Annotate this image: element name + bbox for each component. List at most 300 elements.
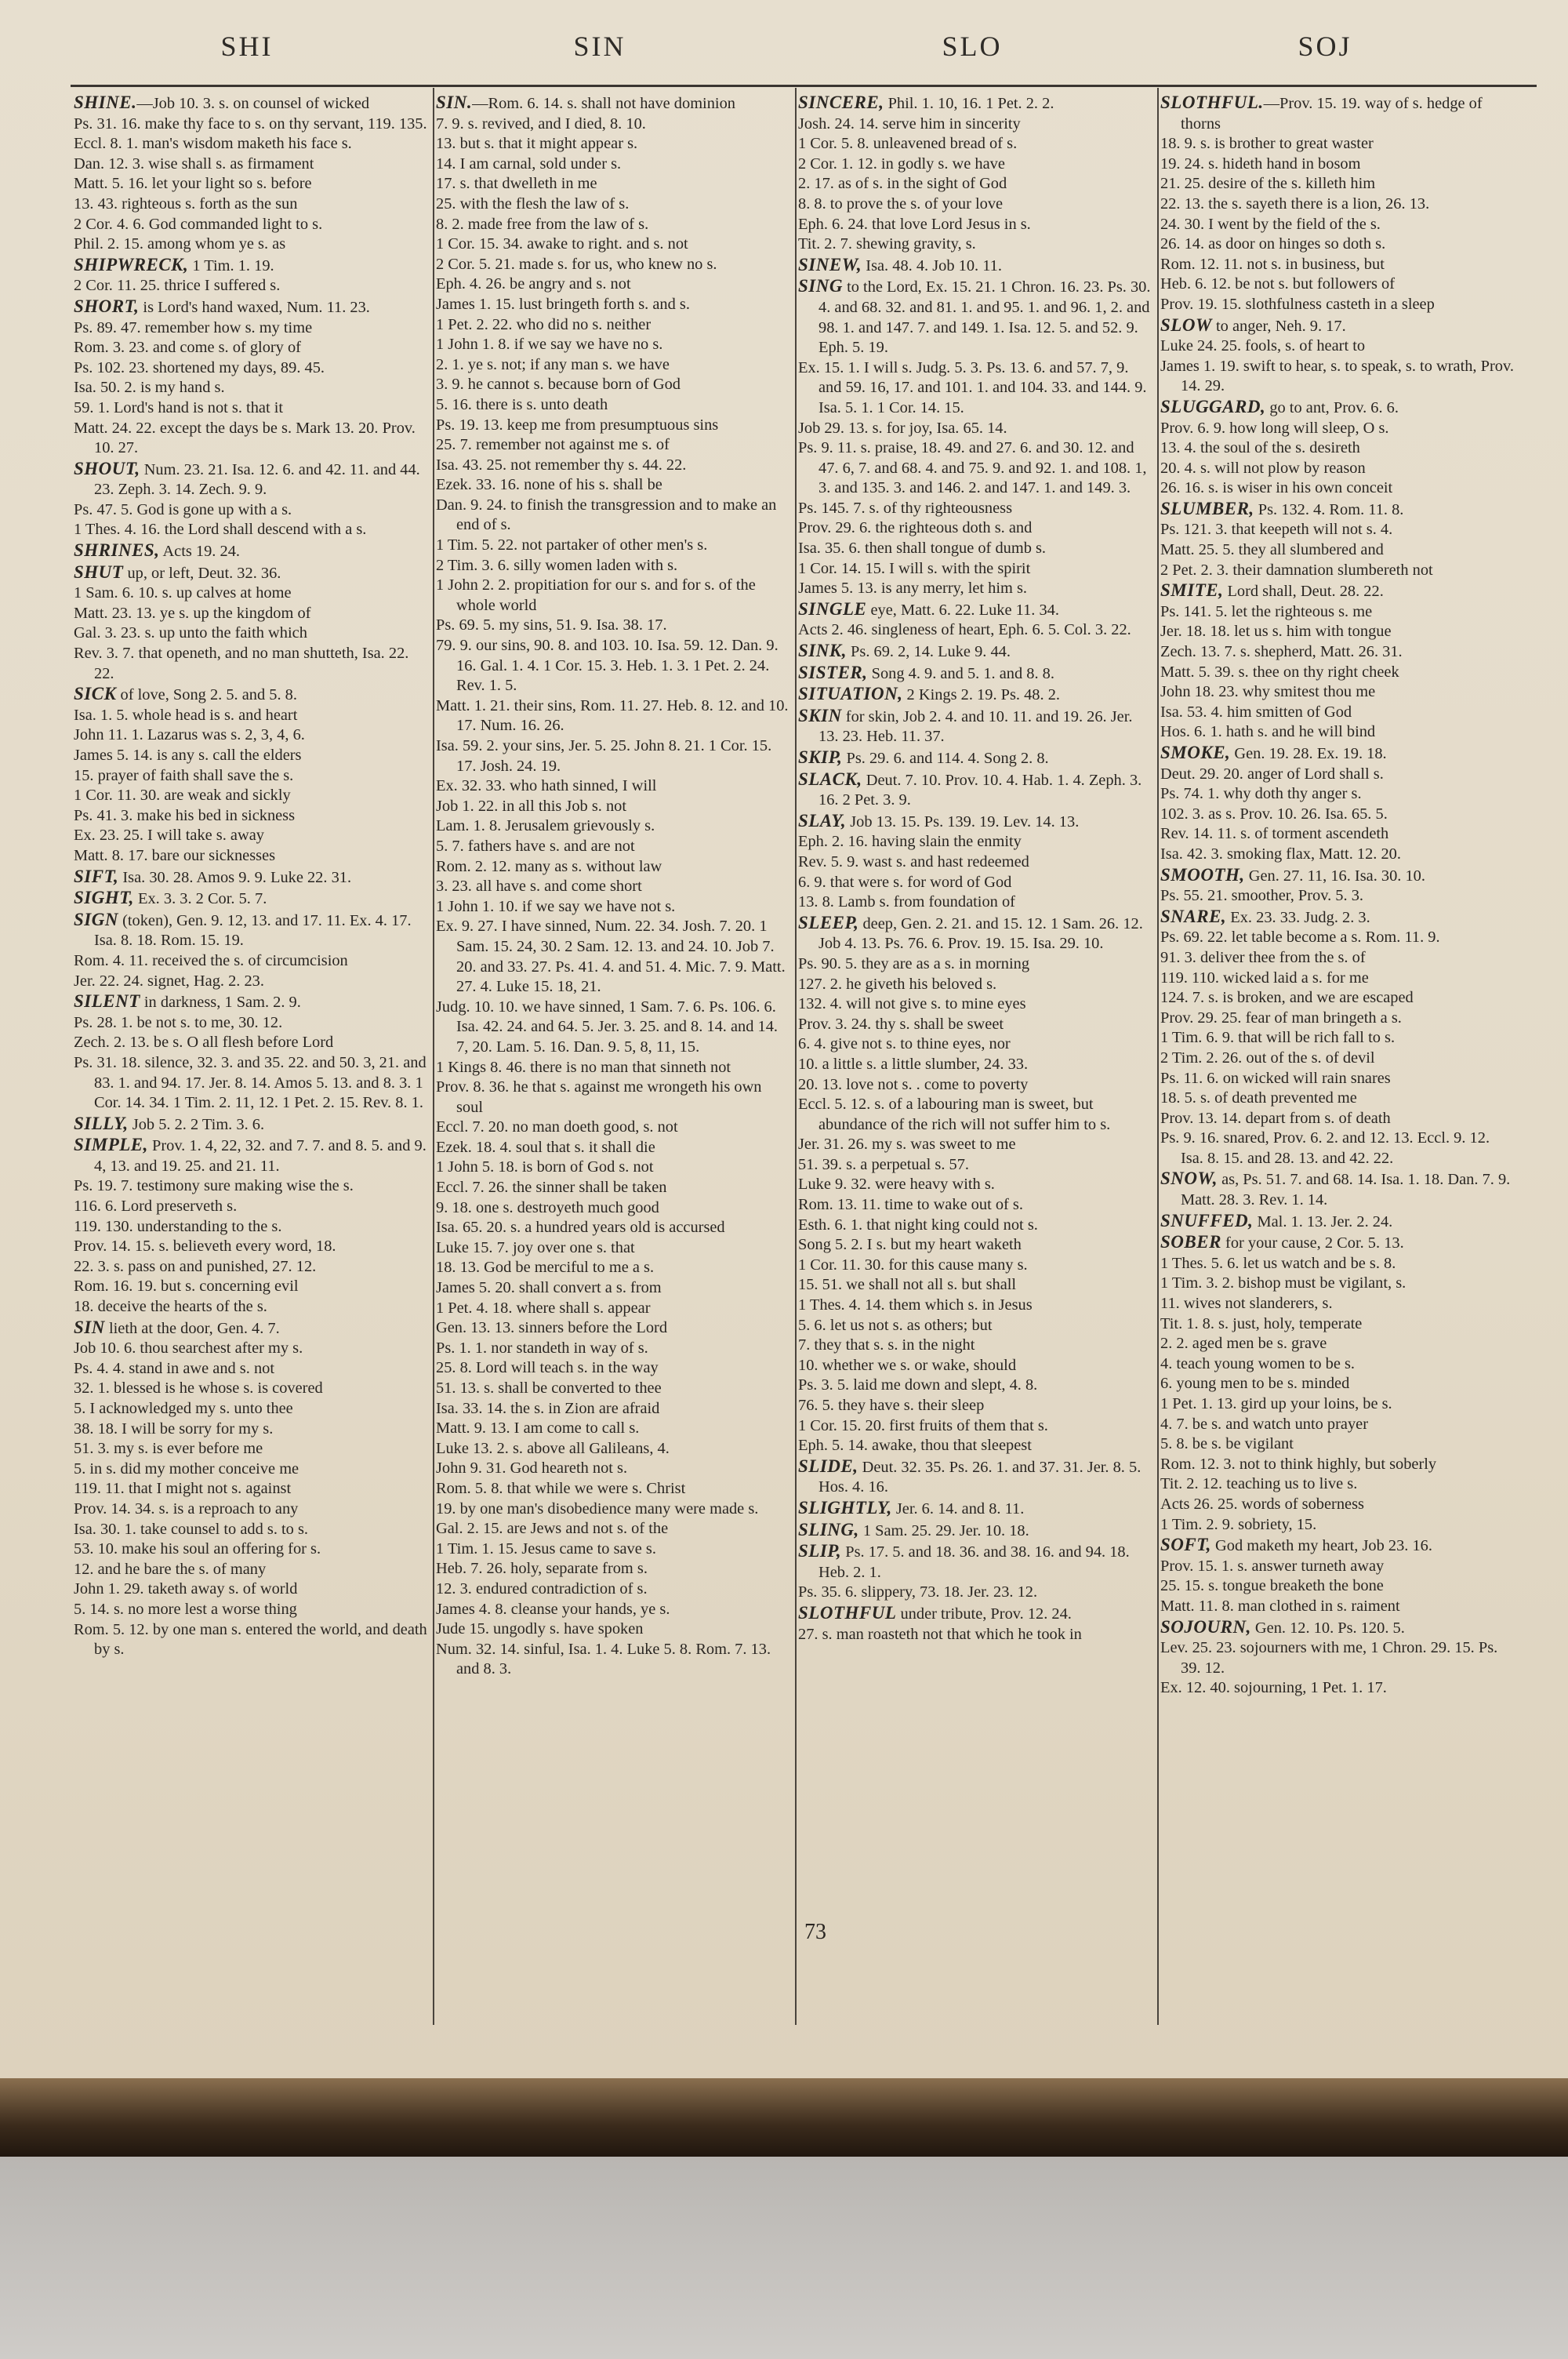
entry-text: up, or left, Deut. 32. 36. <box>123 564 281 582</box>
entry-text: 119. 11. that I might not s. against <box>74 1480 292 1498</box>
concordance-entry <box>74 1135 428 1176</box>
concordance-entry <box>436 776 790 797</box>
concordance-entry <box>1160 234 1515 255</box>
concordance-entry <box>436 816 790 837</box>
entry-text: 25. 8. Lord will teach s. in the way <box>436 1359 659 1377</box>
entry-text: 2 Cor. 4. 6. God commanded light to s. <box>74 215 323 233</box>
concordance-entry <box>798 358 1152 419</box>
concordance-entry <box>436 1218 790 1238</box>
concordance-entry <box>798 641 1152 663</box>
entry-text: Ezek. 18. 4. soul that s. it shall die <box>436 1138 655 1156</box>
entry-text: Rev. 5. 9. wast s. and hast redeemed <box>798 852 1029 871</box>
concordance-entry <box>798 579 1152 599</box>
entry-text: Rom. 4. 11. received the s. of circumcision <box>74 951 348 969</box>
entry-text: Eccl. 8. 1. man's wisdom maketh his face s. <box>74 135 352 153</box>
concordance-entry <box>1160 174 1515 194</box>
entry-text: 5. in s. did my mother conceive me <box>74 1459 299 1478</box>
entry-text: Ex. 12. 40. sojourning, 1 Pet. 1. 17. <box>1160 1679 1387 1697</box>
entry-text: Esth. 6. 1. that night king could not s. <box>798 1216 1038 1234</box>
entry-text: Isa. 1. 5. whole head is s. and heart <box>74 706 298 724</box>
concordance-entry <box>1160 722 1515 743</box>
concordance-entry <box>1160 1129 1515 1169</box>
entry-text: Mal. 1. 13. Jer. 2. 24. <box>1253 1212 1393 1230</box>
entry-text: Prov. 3. 24. thy s. shall be sweet <box>798 1015 1004 1033</box>
concordance-entry <box>1160 1211 1515 1233</box>
concordance-entry <box>798 1296 1152 1316</box>
concordance-entry <box>436 556 790 576</box>
concordance-entry <box>74 746 428 766</box>
concordance-entry <box>436 375 790 395</box>
entry-text: 1 Cor. 5. 8. unleavened bread of s. <box>798 135 1018 153</box>
entry-text: 5. 7. fathers have s. and are not <box>436 837 635 855</box>
concordance-entry <box>1160 1638 1515 1678</box>
concordance-entry <box>74 1419 428 1440</box>
entry-text: Matt. 9. 13. I am come to call s. <box>436 1419 640 1438</box>
entry-text: 1 Cor. 11. 30. for this cause many s. <box>798 1256 1028 1274</box>
concordance-entry <box>1160 1354 1515 1375</box>
concordance-entry <box>798 994 1152 1015</box>
entry-headword: SNARE, <box>1160 906 1227 926</box>
entry-text: James 1. 15. lust bringeth forth s. and s. <box>436 295 690 313</box>
entry-headword: SILENT <box>74 991 140 1012</box>
concordance-entry <box>798 954 1152 975</box>
concordance-entry <box>798 234 1152 255</box>
concordance-entry <box>1160 1597 1515 1617</box>
running-head-2: SIN <box>573 31 626 62</box>
concordance-entry <box>436 1078 790 1118</box>
entry-text: 15. prayer of faith shall save the s. <box>74 766 294 784</box>
entry-text: 102. 3. as s. Prov. 10. 26. Isa. 65. 5. <box>1160 805 1388 823</box>
entry-text: Heb. 6. 12. be not s. but followers of <box>1160 275 1396 293</box>
concordance-entry <box>74 114 428 135</box>
entry-text: Prov. 14. 34. s. is a reproach to any <box>74 1499 299 1518</box>
concordance-entry <box>436 355 790 376</box>
entry-headword: SIGHT, <box>74 888 134 908</box>
entry-text: 1 Sam. 6. 10. s. up calves at home <box>74 584 292 602</box>
entry-text: Prov. 1. 4, 22, 32. and 7. 7. and 8. 5. and 9. 4, 13. and 19. 25. and 21. 11. <box>94 1137 426 1175</box>
concordance-entry <box>74 1499 428 1520</box>
entry-text: Eph. 5. 14. awake, thou that sleepest <box>798 1437 1032 1455</box>
entry-text: 32. 1. blessed is he whose s. is covered <box>74 1379 323 1398</box>
concordance-entry <box>436 435 790 456</box>
concordance-entry <box>74 540 428 562</box>
concordance-entry <box>436 1600 790 1620</box>
concordance-entry <box>74 1439 428 1459</box>
entry-text: 1 Sam. 25. 29. Jer. 10. 18. <box>858 1521 1029 1539</box>
concordance-entry <box>798 1155 1152 1176</box>
concordance-entry <box>436 1198 790 1219</box>
concordance-entry <box>1160 865 1515 887</box>
entry-text: Ps. 41. 3. make his bed in sickness <box>74 806 296 824</box>
concordance-entry <box>798 811 1152 833</box>
column-divider <box>1157 88 1159 2025</box>
concordance-entry <box>1160 438 1515 459</box>
concordance-entry <box>74 1579 428 1600</box>
concordance-entry <box>436 1358 790 1379</box>
concordance-entry <box>74 255 428 277</box>
concordance-entry <box>1160 1069 1515 1089</box>
column-divider <box>795 88 797 2025</box>
concordance-entry <box>436 1459 790 1479</box>
concordance-entry <box>1160 1515 1515 1536</box>
entry-text: Rev. 3. 7. that openeth, and no man shutteth, Isa. 22. 22. <box>74 645 409 682</box>
entry-text: Ps. 9. 16. snared, Prov. 6. 2. and 12. 13. Eccl. 9. 12. Isa. 8. 15. and 28. 13. and 42. 22. <box>1160 1129 1490 1167</box>
entry-text: Job 13. 15. Ps. 139. 19. Lev. 14. 13. <box>846 812 1080 831</box>
concordance-entry <box>74 194 428 215</box>
entry-text: 38. 18. I will be sorry for my s. <box>74 1419 274 1438</box>
concordance-entry <box>798 174 1152 194</box>
entry-text: Jer. 22. 24. signet, Hag. 2. 23. <box>74 972 264 990</box>
concordance-entry <box>798 1034 1152 1055</box>
concordance-entry <box>798 134 1152 154</box>
concordance-entry <box>1160 1028 1515 1049</box>
entry-text: 3. 23. all have s. and come short <box>436 878 642 896</box>
entry-text: 119. 110. wicked laid a s. for me <box>1160 969 1369 987</box>
concordance-entry <box>74 786 428 806</box>
entry-text: Rom. 5. 8. that while we were s. Christ <box>436 1479 686 1497</box>
entry-headword: SMOKE, <box>1160 743 1231 762</box>
entry-text: 53. 10. make his soul an offering for s. <box>74 1540 321 1558</box>
entry-text: 22. 3. s. pass on and punished, 27. 12. <box>74 1257 317 1275</box>
entry-headword: SLUMBER, <box>1160 498 1254 518</box>
entry-headword: SLOTHFUL <box>798 1602 897 1623</box>
concordance-entry <box>74 644 428 684</box>
entry-text: 1 Pet. 4. 18. where shall s. appear <box>436 1299 651 1317</box>
concordance-entry <box>436 315 790 336</box>
concordance-entry <box>1160 93 1515 134</box>
concordance-entry <box>436 1539 790 1560</box>
entry-text: Matt. 8. 17. bare our sicknesses <box>74 846 276 864</box>
concordance-entry <box>436 536 790 556</box>
concordance-entry <box>436 1318 790 1339</box>
concordance-entry <box>1160 397 1515 419</box>
concordance-entry <box>436 255 790 275</box>
entry-headword: SHINE. <box>74 93 137 112</box>
entry-headword: SOBER <box>1160 1232 1221 1252</box>
entry-text: Rom. 13. 11. time to wake out of s. <box>798 1196 1023 1214</box>
concordance-entry <box>1160 824 1515 845</box>
entry-text: 76. 5. they have s. their sleep <box>798 1397 985 1414</box>
entry-headword: SINCERE, <box>798 93 884 112</box>
entry-text: 127. 2. he giveth his beloved s. <box>798 975 997 993</box>
entry-text: Deut. 32. 35. Ps. 26. 1. and 37. 31. Jer. 8. 5. Hos. 4. 16. <box>818 1458 1142 1496</box>
entry-headword: SIGN <box>74 909 118 929</box>
entry-headword: SIMPLE, <box>74 1135 148 1155</box>
concordance-entry <box>74 725 428 746</box>
entry-text: 18. 13. God be merciful to me a s. <box>436 1259 655 1277</box>
entry-text: 24. 30. I went by the field of the s. <box>1160 215 1381 233</box>
concordance-entry <box>74 1197 428 1217</box>
entry-text: Luke 13. 2. s. above all Galileans, 4. <box>436 1439 670 1457</box>
entry-text: Ps. 132. 4. Rom. 11. 8. <box>1254 500 1404 518</box>
entry-text: 116. 6. Lord preserveth s. <box>74 1198 238 1216</box>
entry-text: Matt. 5. 39. s. thee on thy right cheek <box>1160 663 1399 681</box>
concordance-entry <box>436 154 790 175</box>
entry-text: 13. but s. that it might appear s. <box>436 135 638 153</box>
entry-text: 19. by one man's disobedience many were made s. <box>436 1499 759 1518</box>
entry-headword: SLOW <box>1160 314 1212 335</box>
entry-text: Ps. 69. 2, 14. Luke 9. 44. <box>846 643 1011 661</box>
header-rule <box>71 85 1537 87</box>
concordance-entry <box>798 215 1152 235</box>
entry-text: —Prov. 15. 19. way of s. hedge of thorns <box>1181 95 1483 133</box>
concordance-entry <box>798 1055 1152 1075</box>
entry-text: Tit. 1. 8. s. just, holy, temperate <box>1160 1314 1363 1332</box>
concordance-entry <box>798 1275 1152 1296</box>
concordance-entry <box>436 194 790 215</box>
entry-text: Isa. 35. 6. then shall tongue of dumb s. <box>798 540 1047 558</box>
concordance-entry <box>798 559 1152 580</box>
page-number: 73 <box>804 1920 826 1944</box>
entry-text: Rom. 5. 12. by one man s. entered the world, and death by s. <box>74 1620 427 1659</box>
concordance-entry <box>74 1459 428 1480</box>
entry-text: James 1. 19. swift to hear, s. to speak, s. to wrath, Prov. 14. 29. <box>1160 357 1514 395</box>
entry-text: 51. 13. s. shall be converted to thee <box>436 1379 662 1397</box>
concordance-entry <box>1160 928 1515 948</box>
concordance-entry <box>74 766 428 787</box>
entry-text: Isa. 53. 4. him smitten of God <box>1160 703 1352 721</box>
entry-text: Gen. 13. 13. sinners before the Lord <box>436 1319 668 1337</box>
concordance-entry <box>74 1053 428 1114</box>
entry-text: James 5. 13. is any merry, let him s. <box>798 580 1028 598</box>
entry-text: John 18. 23. why smitest thou me <box>1160 683 1376 701</box>
entry-text: Ex. 3. 3. 2 Cor. 5. 7. <box>133 890 267 908</box>
concordance-entry <box>798 539 1152 559</box>
concordance-entry <box>74 1359 428 1379</box>
concordance-entry <box>1160 1109 1515 1129</box>
entry-text: 1 Cor. 14. 15. I will s. with the spirit <box>798 559 1031 577</box>
concordance-entry <box>798 1095 1152 1135</box>
entry-headword: SHIPWRECK, <box>74 254 189 274</box>
entry-text: 124. 7. s. is broken, and we are escaped <box>1160 989 1414 1007</box>
concordance-entry <box>74 1257 428 1278</box>
concordance-entry <box>436 1178 790 1198</box>
concordance-entry <box>436 998 790 1058</box>
entry-text: Ex. 32. 33. who hath sinned, I will <box>436 777 657 795</box>
entry-text: 2 Tim. 2. 26. out of the s. of devil <box>1160 1049 1375 1067</box>
entry-text: 27. s. man roasteth not that which he took in <box>798 1625 1082 1643</box>
entry-headword: SLIGHTLY, <box>798 1497 892 1518</box>
concordance-entry <box>798 873 1152 893</box>
entry-text: 25. 7. remember not against me s. of <box>436 436 670 454</box>
entry-headword: SNOW, <box>1160 1169 1218 1189</box>
entry-text: Matt. 11. 8. man clothed in s. raiment <box>1160 1597 1400 1615</box>
entry-text: Matt. 25. 5. they all slumbered and <box>1160 541 1384 559</box>
concordance-entry <box>798 1376 1152 1396</box>
concordance-entry <box>798 975 1152 995</box>
concordance-entry <box>74 1237 428 1257</box>
concordance-entry <box>74 1520 428 1540</box>
entry-text: 2 Pet. 2. 3. their damnation slumbereth not <box>1160 561 1433 579</box>
concordance-entry <box>74 154 428 175</box>
concordance-entry <box>74 338 428 358</box>
entry-text: 1 Pet. 2. 22. who did no s. neither <box>436 315 652 333</box>
concordance-entry <box>74 234 428 255</box>
entry-text: 5. 14. s. no more lest a worse thing <box>74 1600 297 1618</box>
entry-text: Luke 9. 32. were heavy with s. <box>798 1176 995 1194</box>
concordance-entry <box>798 93 1152 114</box>
concordance-entry <box>74 134 428 154</box>
running-head-3: SLO <box>942 31 1003 62</box>
concordance-entry <box>74 806 428 827</box>
entry-text: Ex. 15. 1. I will s. Judg. 5. 3. Ps. 13. 6. and 57. 7, 9. and 59. 16, 17. and 101. 1. and 104. 33. and 144. 9. Isa. 5. 1. 1 Cor. 14. 15. <box>798 358 1147 416</box>
concordance-entry <box>436 1118 790 1138</box>
entry-text: Ps. 102. 23. shortened my days, 89. 45. <box>74 358 325 376</box>
entry-text: 6. 9. that were s. for word of God <box>798 873 1012 891</box>
entry-text: 17. s. that dwelleth in me <box>436 175 597 193</box>
entry-text: 6. 4. give not s. to thine eyes, nor <box>798 1035 1011 1053</box>
entry-headword: SINK, <box>798 641 847 661</box>
entry-text: 1 Tim. 6. 9. that will be rich fall to s. <box>1160 1029 1396 1047</box>
concordance-entry <box>798 1583 1152 1603</box>
entry-text: Ps. 17. 5. and 18. 36. and 38. 16. and 94. 18. Heb. 2. 1. <box>818 1543 1130 1581</box>
concordance-entry <box>1160 1535 1515 1557</box>
entry-text: go to ant, Prov. 6. 6. <box>1265 398 1399 416</box>
entry-text: Num. 23. 21. Isa. 12. 6. and 42. 11. and 44. 23. Zeph. 3. 14. Zech. 9. 9. <box>94 460 420 499</box>
concordance-entry <box>436 1278 790 1299</box>
entry-text: Ps. 89. 47. remember how s. my time <box>74 318 313 336</box>
concordance-entry <box>798 913 1152 954</box>
entry-text: 18. deceive the hearts of the s. <box>74 1298 267 1316</box>
concordance-entry <box>74 1318 428 1339</box>
entry-text: Ps. 55. 21. smoother, Prov. 5. 3. <box>1160 887 1363 905</box>
entry-headword: SING <box>798 276 843 296</box>
concordance-entry <box>798 1541 1152 1583</box>
concordance-entry <box>798 747 1152 769</box>
entry-headword: SLACK, <box>798 769 862 789</box>
concordance-entry <box>74 846 428 867</box>
concordance-entry <box>1160 459 1515 479</box>
entry-text: Prov. 13. 14. depart from s. of death <box>1160 1109 1391 1127</box>
concordance-entry <box>74 1114 428 1136</box>
entry-text: Ps. 4. 4. stand in awe and s. not <box>74 1359 274 1377</box>
entry-text: 2. 1. ye s. not; if any man s. we have <box>436 355 670 373</box>
entry-text: Tit. 2. 7. shewing gravity, s. <box>798 235 976 253</box>
concordance-entry <box>1160 1334 1515 1354</box>
concordance-entry <box>436 1299 790 1319</box>
entry-text: 1 Thes. 5. 6. let us watch and be s. 8. <box>1160 1254 1396 1272</box>
entry-text: 25. with the flesh the law of s. <box>436 194 630 213</box>
concordance-entry <box>74 215 428 235</box>
entry-headword: SILLY, <box>74 1113 129 1133</box>
entry-text: 1 Thes. 4. 14. them which s. in Jesus <box>798 1296 1033 1314</box>
entry-text: John 1. 29. taketh away s. of world <box>74 1580 298 1598</box>
concordance-entry <box>798 1316 1152 1336</box>
entry-text: Rom. 12. 11. not s. in business, but <box>1160 255 1385 273</box>
entry-text: Rom. 12. 3. not to think highly, but soberly <box>1160 1455 1437 1473</box>
concordance-entry <box>1160 215 1515 235</box>
entry-headword: SMITE, <box>1160 580 1224 601</box>
entry-text: Jer. 6. 14. and 8. 11. <box>891 1499 1025 1518</box>
concordance-entry <box>798 1175 1152 1195</box>
table-surface <box>0 2157 1568 2359</box>
concordance-entry <box>436 1339 790 1359</box>
entry-text: for your cause, 2 Cor. 5. 13. <box>1221 1234 1404 1252</box>
entry-text: 20. 4. s. will not plow by reason <box>1160 459 1366 477</box>
concordance-entry <box>74 623 428 644</box>
entry-text: Isa. 30. 28. Amos 9. 9. Luke 22. 31. <box>118 868 352 886</box>
entry-headword: SIFT, <box>74 866 119 886</box>
concordance-entry <box>1160 520 1515 540</box>
concordance-entry <box>436 1258 790 1278</box>
concordance-entry <box>1160 602 1515 623</box>
entry-text: Eph. 2. 16. having slain the enmity <box>798 833 1022 851</box>
entry-text: Ps. 19. 13. keep me from presumptuous sins <box>436 416 719 434</box>
entry-text: James 5. 20. shall convert a s. from <box>436 1279 662 1297</box>
entry-text: John 9. 31. God heareth not s. <box>436 1459 628 1478</box>
concordance-entry <box>1160 1314 1515 1335</box>
concordance-entry <box>436 496 790 536</box>
concordance-entry <box>1160 1169 1515 1210</box>
concordance-entry <box>798 194 1152 215</box>
entry-text: Isa. 43. 25. not remember thy s. 44. 22. <box>436 456 687 474</box>
entry-text: Prov. 19. 15. slothfulness casteth in a sleep <box>1160 295 1435 313</box>
entry-text: Zech. 2. 13. be s. O all flesh before Lord <box>74 1034 334 1052</box>
entry-text: 4. teach young women to be s. <box>1160 1354 1356 1372</box>
entry-text: 10. a little s. a little slumber, 24. 33. <box>798 1055 1029 1073</box>
entry-headword: SKIP, <box>798 747 843 767</box>
entry-text: 5. 16. there is s. unto death <box>436 395 608 413</box>
concordance-entry <box>798 706 1152 747</box>
entry-headword: SINGLE <box>798 598 867 619</box>
concordance-entry <box>74 174 428 194</box>
concordance-entry <box>74 1277 428 1297</box>
concordance-entry <box>1160 682 1515 703</box>
concordance-entry <box>436 1419 790 1439</box>
entry-text: 10. whether we s. or wake, should <box>798 1356 1017 1374</box>
concordance-entry <box>74 826 428 846</box>
concordance-entry <box>74 93 428 114</box>
entry-text: Num. 32. 14. sinful, Isa. 1. 4. Luke 5. 8. Rom. 7. 13. and 8. 3. <box>436 1640 771 1678</box>
concordance-entry <box>1160 274 1515 295</box>
entry-text: Ps. 69. 5. my sins, 51. 9. Isa. 38. 17. <box>436 616 667 634</box>
entry-text: Prov. 29. 25. fear of man bringeth a s. <box>1160 1009 1402 1027</box>
concordance-entry <box>436 456 790 476</box>
concordance-entry <box>436 1399 790 1419</box>
entry-text: 5. 6. let us not s. as others; but <box>798 1316 993 1334</box>
entry-text: 25. 15. s. tongue breaketh the bone <box>1160 1577 1384 1595</box>
concordance-entry <box>436 416 790 436</box>
concordance-entry <box>798 276 1152 358</box>
entry-text: 51. 39. s. a perpetual s. 57. <box>798 1155 970 1173</box>
concordance-entry <box>1160 478 1515 499</box>
entry-headword: SHUT <box>74 562 124 582</box>
concordance-entry <box>798 1396 1152 1416</box>
entry-text: Eccl. 7. 20. no man doeth good, s. not <box>436 1118 678 1136</box>
entry-text: Gen. 12. 10. Ps. 120. 5. <box>1250 1619 1405 1637</box>
entry-text: Rom. 3. 23. and come s. of glory of <box>74 339 301 357</box>
entry-text: 13. 8. Lamb s. from foundation of <box>798 893 1015 911</box>
entry-text: 20. 13. love not s. . come to poverty <box>798 1075 1029 1093</box>
concordance-entry <box>1160 784 1515 805</box>
entry-text: Prov. 8. 36. he that s. against me wrongeth his own soul <box>436 1078 762 1116</box>
entry-text: Job 1. 22. in all this Job s. not <box>436 797 627 815</box>
entry-text: Prov. 14. 15. s. believeth every word, 18. <box>74 1238 336 1256</box>
entry-text: deep, Gen. 2. 21. and 15. 12. 1 Sam. 26. 12. Job 4. 13. Ps. 76. 6. Prov. 19. 15. Isa. 29. 10. <box>818 914 1143 953</box>
entry-text: Ps. 141. 5. let the righteous s. me <box>1160 602 1373 620</box>
entry-text: 1 Thes. 4. 16. the Lord shall descend with a s. <box>74 521 367 539</box>
entry-text: Jer. 18. 18. let us s. him with tongue <box>1160 623 1392 641</box>
concordance-entry <box>74 867 428 889</box>
concordance-entry <box>1160 1617 1515 1639</box>
concordance-entry <box>1160 357 1515 397</box>
entry-headword: SOJOURN, <box>1160 1616 1251 1637</box>
entry-text: Eccl. 5. 12. s. of a labouring man is sweet, but abundance of the rich will not suffer him to s. <box>798 1096 1111 1133</box>
concordance-entry <box>74 1176 428 1197</box>
concordance-entry <box>74 1379 428 1399</box>
running-head-1: SHI <box>220 31 274 62</box>
concordance-entry <box>74 1399 428 1419</box>
